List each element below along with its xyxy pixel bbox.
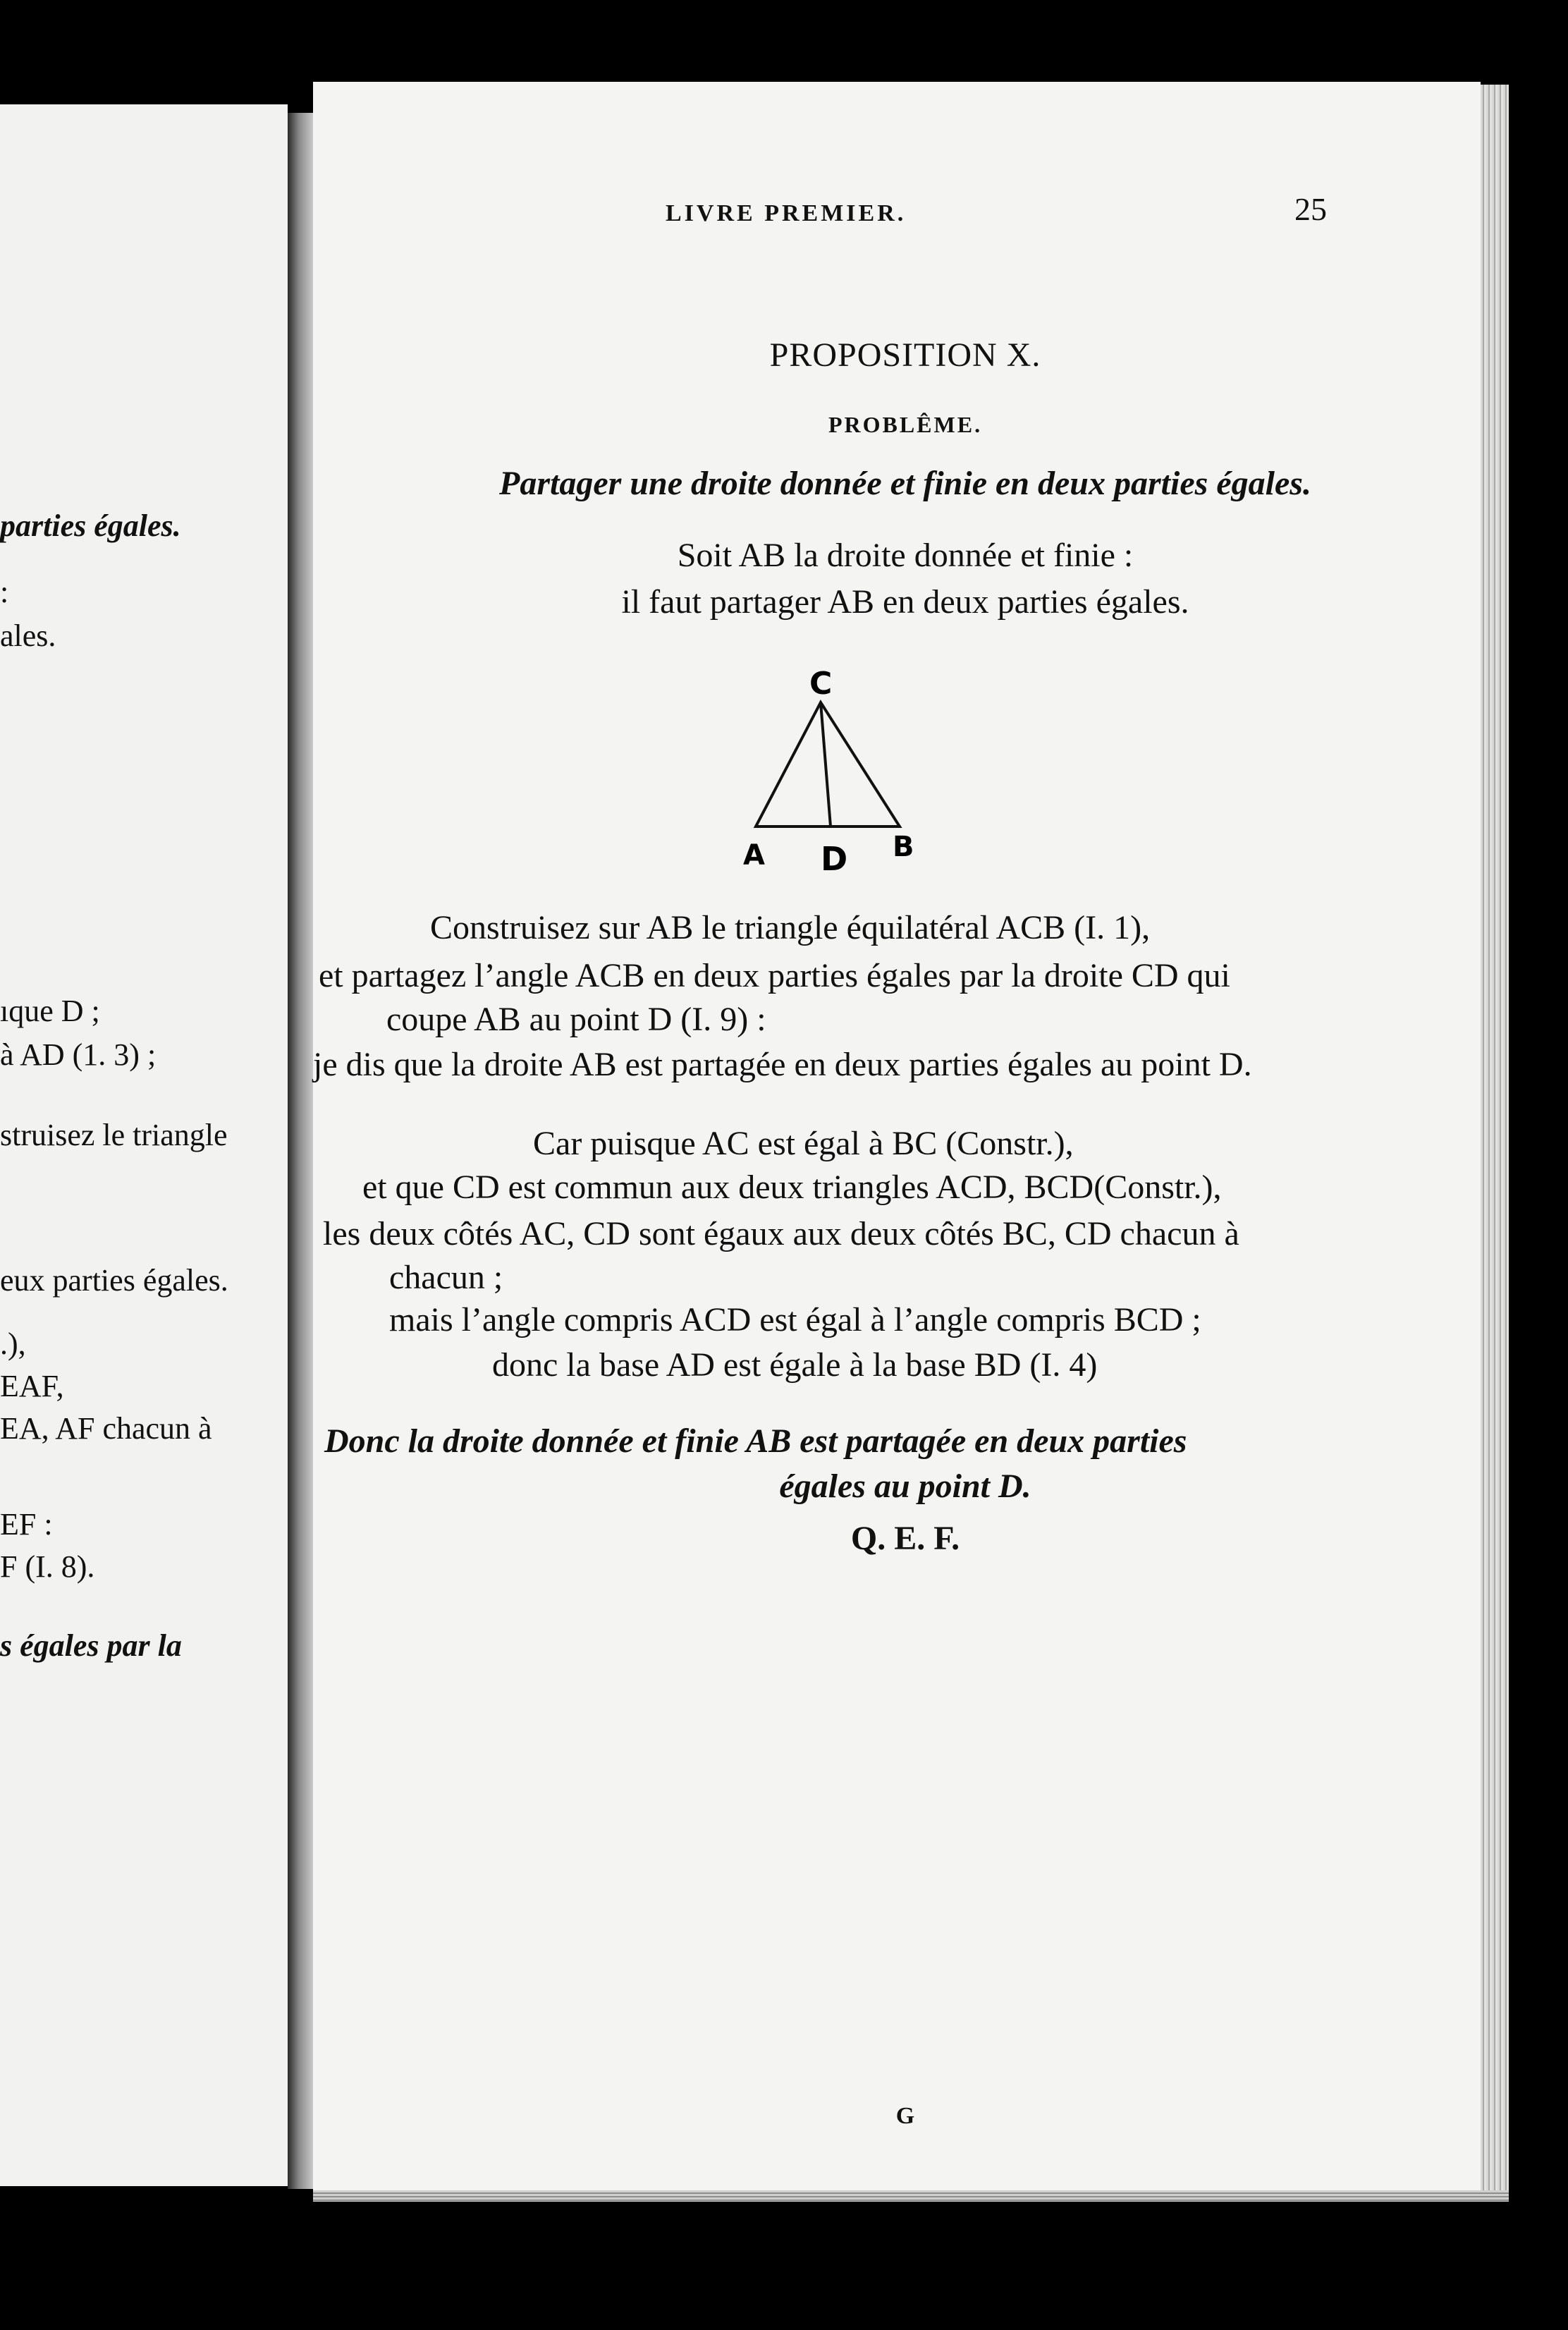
label-c: C <box>809 670 833 702</box>
proof-line: Car puisque AC est égal à BC (Constr.), <box>533 1125 1074 1162</box>
conclusion-line: Donc la droite donnée et finie AB est partagée en deux parties <box>324 1422 1187 1460</box>
left-line: EA, AF chacun à <box>0 1411 212 1446</box>
triangle-figure <box>726 670 938 882</box>
left-line: parties égales. <box>0 508 181 543</box>
left-line: EAF, <box>0 1369 64 1403</box>
proof-line: et que CD est commun aux deux triangles ACD, BCD(Constr.), <box>362 1169 1222 1206</box>
left-line: eux parties égales. <box>0 1263 228 1298</box>
setup-line: Soit AB la droite donnée et finie : <box>677 537 1134 574</box>
left-line: à AD (1. 3) ; <box>0 1037 157 1072</box>
page-number: 25 <box>1294 191 1327 227</box>
proof-line: mais l’angle compris ACD est égal à l’angle compris BCD ; <box>389 1301 1201 1338</box>
left-line: F (I. 8). <box>0 1549 95 1584</box>
running-title: LIVRE PREMIER. <box>666 200 907 226</box>
qef-mark: Q. E. F. <box>850 1520 960 1557</box>
left-line: : <box>0 575 9 609</box>
construction-line: Construisez sur AB le triangle équilatéral ACB (I. 1), <box>430 909 1151 946</box>
bisector-cd <box>821 702 831 827</box>
left-line: s égales par la <box>0 1628 182 1663</box>
signature-mark: G <box>895 2103 915 2129</box>
proof-line: les deux côtés AC, CD sont égaux aux deux côtés BC, CD chacun à <box>323 1215 1239 1252</box>
left-line: .), <box>0 1326 26 1361</box>
conclusion-line: égales au point D. <box>779 1468 1031 1505</box>
left-line: ales. <box>0 618 56 653</box>
proposition-title: PROPOSITION X. <box>769 336 1041 374</box>
left-line: struisez le triangle <box>0 1118 228 1152</box>
construction-line: je dis que la droite AB est partagée en deux parties égales au point D. <box>313 1046 1252 1083</box>
page-edge <box>1481 85 1509 2193</box>
enunciation: Partager une droite donnée et finie en deux parties égales. <box>499 465 1311 502</box>
construction-line: et partagez l’angle ACB en deux parties égales par la droite CD qui <box>319 957 1230 994</box>
label-b: B <box>893 831 914 863</box>
label-d: D <box>821 840 848 878</box>
main-page <box>313 82 1481 2190</box>
proposition-kind: PROBLÊME. <box>828 412 983 437</box>
label-a: A <box>743 839 765 872</box>
setup-line: il faut partager AB en deux parties égales. <box>621 583 1189 621</box>
construction-line: coupe AB au point D (I. 9) : <box>386 1001 766 1038</box>
left-line: ıque D ; <box>0 994 100 1028</box>
proof-line: chacun ; <box>389 1259 503 1296</box>
left-page-fragment <box>0 104 288 2186</box>
left-line: EF : <box>0 1507 53 1542</box>
book-gutter <box>288 113 313 2189</box>
proof-line: donc la base AD est égale à la base BD (I. 4) <box>492 1346 1098 1384</box>
page-bottom-edge <box>313 2190 1509 2202</box>
